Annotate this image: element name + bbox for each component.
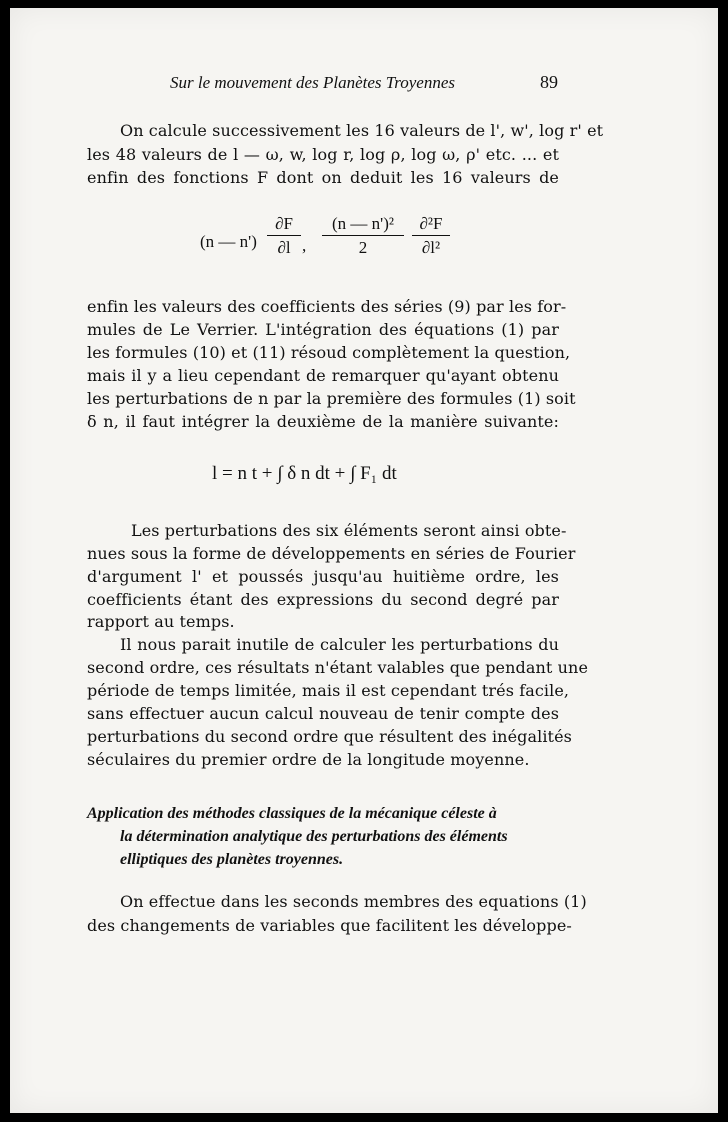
paragraph3-line2: nues sous la forme de développements en séries de Fourier xyxy=(87,544,576,563)
formula1-prefix: (n — n') xyxy=(200,232,257,251)
formula1-frac3-denominator: ∂l² xyxy=(421,238,441,257)
paragraph4-line5: perturbations du second ordre que résultent des inégalités xyxy=(87,727,572,746)
paragraph1-line1: On calcule successivement les 16 valeurs de l', w', log r' et xyxy=(120,121,604,140)
paragraph5-line2: des changements de variables que facilitent les développe- xyxy=(87,916,572,935)
paragraph3-line5: rapport au temps. xyxy=(87,612,235,631)
formula1-frac2-numerator: (n — n')² xyxy=(332,214,394,233)
paragraph2-line2: mules de Le Verrier. L'intégration des équations (1) par xyxy=(87,320,559,339)
paragraph4-line6: séculaires du premier ordre de la longitude moyenne. xyxy=(87,750,530,769)
section-heading-line2: la détermination analytique des perturbations des éléments xyxy=(120,828,508,845)
paragraph4-line1: Il nous parait inutile de calculer les perturbations du xyxy=(120,635,559,654)
formula1-frac2-denominator: 2 xyxy=(358,238,368,257)
formula1-frac1-denominator: ∂l xyxy=(277,238,291,257)
paragraph5-line1: On effectue dans les seconds membres des equations (1) xyxy=(120,892,587,911)
paragraph4-line3: période de temps limitée, mais il est cependant trés facile, xyxy=(87,681,570,700)
paragraph2-line6: δ n, il faut intégrer la deuxième de la manière suivante: xyxy=(87,412,559,431)
page-number: 89 xyxy=(540,72,558,92)
formula1-fraction-n-squared xyxy=(322,214,404,258)
book-page xyxy=(10,8,718,1113)
formula1-frac1-numerator: ∂F xyxy=(275,214,293,233)
paragraph3-line3: d'argument l' et poussés jusqu'au huitième ordre, les xyxy=(87,567,559,586)
paragraph2-line1: enfin les valeurs des coefficients des séries (9) par les for- xyxy=(87,297,567,316)
paragraph4-line2: second ordre, ces résultats n'étant valables que pendant une xyxy=(87,658,589,677)
section-heading-line1: Application des méthodes classiques de la mécanique céleste à xyxy=(87,805,497,822)
formula1-fraction-d2F-dl2 xyxy=(412,214,450,258)
section-heading-line3: elliptiques des planètes troyennes. xyxy=(120,851,344,868)
running-title: Sur le mouvement des Planètes Troyennes xyxy=(170,73,455,92)
paragraph3-line1: Les perturbations des six éléments seront ainsi obte- xyxy=(131,521,567,540)
paragraph1-line3: enfin des fonctions F dont on deduit les 16 valeurs de xyxy=(87,168,559,187)
formula1-fraction-dF-dl xyxy=(267,214,301,258)
formula2: l = n t + ∫ δ n dt + ∫ F₁ dt xyxy=(212,463,397,484)
paragraph3-line4: coefficients étant des expressions du second degré par xyxy=(87,590,559,609)
paragraph2-line5: les perturbations de n par la première des formules (1) soit xyxy=(87,389,576,408)
paragraph2-line3: les formules (10) et (11) résoud complètement la question, xyxy=(87,343,571,362)
formula1-frac3-numerator: ∂²F xyxy=(419,214,443,233)
paragraph4-line4: sans effectuer aucun calcul nouveau de tenir compte des xyxy=(87,704,559,723)
formula1-comma: , xyxy=(302,236,307,255)
paragraph2-line4: mais il y a lieu cependant de remarquer qu'ayant obtenu xyxy=(87,366,559,385)
paragraph1-line2: les 48 valeurs de l — ω, w, log r, log ρ, log ω, ρ' etc. ... et xyxy=(87,145,559,164)
